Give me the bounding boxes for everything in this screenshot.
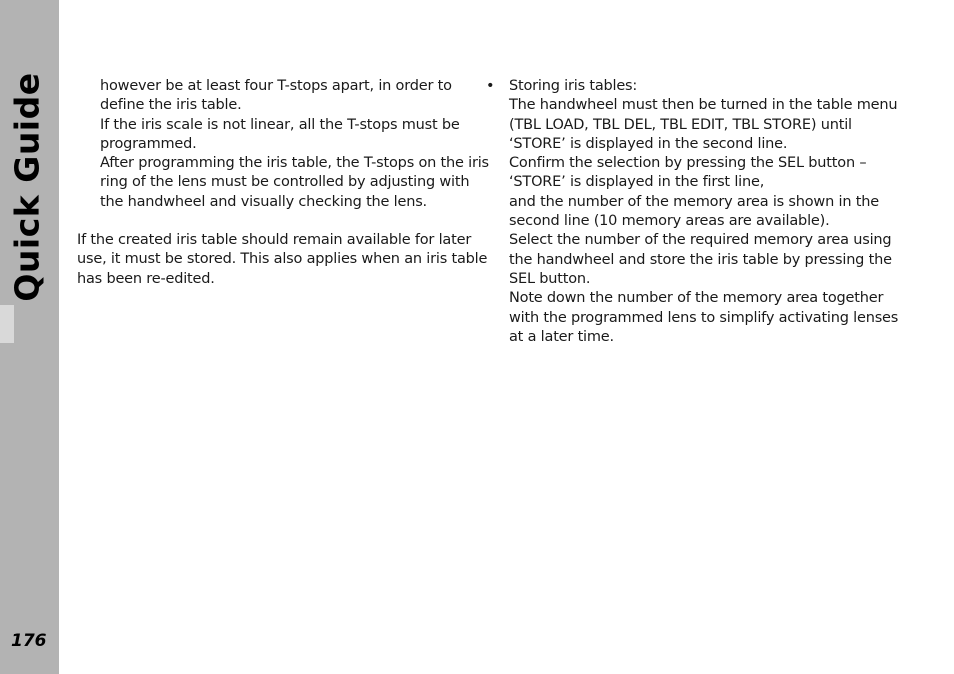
text-line: use, it must be stored. This also applies when an iris table: [77, 251, 488, 268]
left-indented-text: [100, 77, 489, 212]
text-line: If the created iris table should remain available for later: [77, 232, 472, 248]
text-line: with the programmed lens to simplify activating lenses: [509, 309, 899, 326]
text-line: second line (10 memory areas are available).: [509, 213, 830, 230]
page-number: 176: [11, 631, 47, 651]
text-line: The handwheel must then be turned in the table menu: [509, 97, 898, 114]
text-line: at a later time.: [509, 328, 614, 345]
sidebar: [0, 0, 59, 674]
text-line: the handwheel and visually checking the lens.: [100, 193, 427, 210]
sidebar-marker: [0, 305, 14, 343]
text-line: Note down the number of the memory area together: [509, 290, 884, 307]
text-line: however be at least four T-stops apart, in order to: [100, 78, 452, 94]
text-line: ‘STORE’ is displayed in the first line,: [509, 174, 765, 191]
text-line: ring of the lens must be controlled by adjusting with: [100, 174, 470, 191]
section-title: Quick Guide: [7, 72, 47, 302]
right-column-text: [509, 77, 909, 347]
left-paragraph: [77, 231, 488, 289]
text-line: Confirm the selection by pressing the SEL button –: [509, 155, 867, 172]
text-line: (TBL LOAD, TBL DEL, TBL EDIT, TBL STORE) until: [509, 116, 852, 133]
text-line: SEL button.: [509, 270, 591, 287]
text-line: ‘STORE’ is displayed in the second line.: [509, 135, 788, 152]
text-line: the handwheel and store the iris table by pressing the: [509, 251, 892, 268]
bullet-icon: •: [486, 78, 495, 94]
text-line: programmed.: [100, 135, 197, 152]
text-line: define the iris table.: [100, 97, 242, 114]
text-line: If the iris scale is not linear, all the T-stops must be: [100, 116, 460, 133]
text-line: and the number of the memory area is shown in the: [509, 193, 879, 210]
text-line: Select the number of the required memory area using: [509, 232, 892, 249]
text-line: After programming the iris table, the T-stops on the iris: [100, 155, 489, 172]
text-line: has been re-edited.: [77, 270, 215, 287]
bullet-heading: Storing iris tables:: [509, 78, 638, 94]
